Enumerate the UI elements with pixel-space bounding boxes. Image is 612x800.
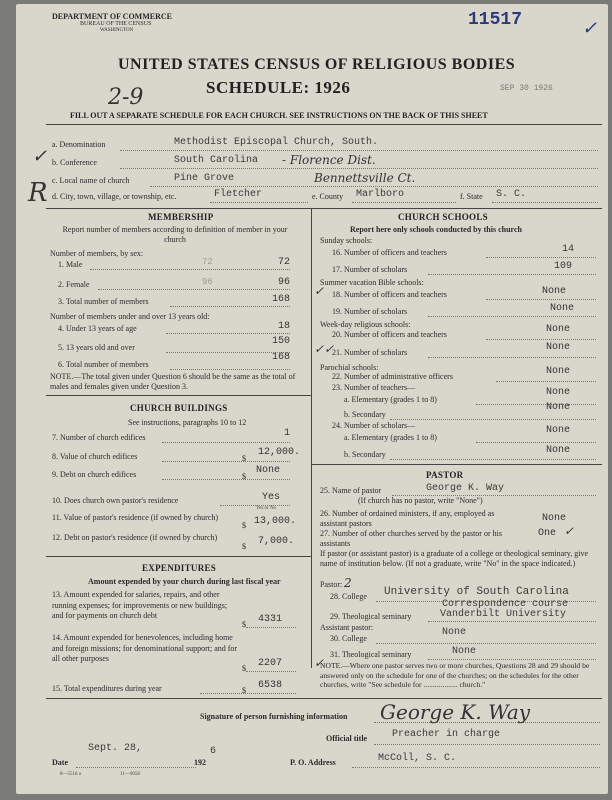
q17-line	[428, 274, 596, 275]
edifice-value-label: 8. Value of church edifices	[52, 452, 138, 461]
total-expend-dollar: $	[242, 686, 246, 695]
yes-no-hint: Yes or No	[256, 506, 277, 511]
q24a-label: a. Elementary (grades 1 to 8)	[344, 433, 437, 442]
q22-value: None	[545, 366, 570, 377]
red-r-mark: R	[28, 178, 48, 208]
state-label: f. State	[460, 192, 483, 201]
running-dollar: $	[242, 620, 246, 629]
date-label: Date	[52, 758, 68, 767]
signature-value: George K. Way	[380, 700, 531, 724]
total-members-line	[170, 306, 290, 307]
q16-value: 14	[561, 244, 574, 255]
schools-divider	[311, 464, 602, 465]
conference-line	[120, 168, 598, 169]
residence-debt-label: 12. Debt on pastor's residence (if owned by church)	[52, 533, 218, 542]
total-members-label: 3. Total number of members	[58, 297, 149, 306]
female-faint: 96	[202, 277, 213, 287]
residence-value: Yes	[261, 492, 280, 503]
benevolences-label: 14. Amount expended for benevolences, including home and foreign missions; for denominational support; and for all other purposes	[52, 633, 238, 663]
edifice-debt-dollar: $	[242, 472, 246, 481]
membership-sub: Report number of members according to definition of member in your church	[62, 225, 288, 244]
q23-label: 23. Number of teachers—	[332, 383, 416, 392]
buildings-title: CHURCH BUILDINGS	[130, 403, 228, 413]
total-members-value: 168	[271, 294, 290, 305]
po-address-label: P. O. Address	[290, 758, 336, 767]
over13-label: 5. 13 years old and over	[58, 343, 135, 352]
city-line: WASHINGTON	[100, 28, 134, 33]
assistant-sublabel: Assistant pastor:	[320, 623, 374, 632]
running-line	[246, 627, 296, 628]
signature-label: Signature of person furnishing information	[200, 712, 348, 721]
conference-label: b. Conference	[52, 158, 97, 167]
city-line	[210, 202, 308, 203]
edifice-debt-line	[162, 479, 290, 480]
official-title-label: Official title	[326, 734, 368, 743]
conference-value: South Carolina	[174, 155, 259, 166]
q18-label: 18. Number of officers and teachers	[332, 290, 447, 299]
q24a-value: None	[545, 425, 570, 436]
q30-label: 30. College	[330, 634, 367, 643]
pastor-title: PASTOR	[426, 470, 464, 480]
male-value: 72	[277, 257, 290, 268]
total-members2-label: 6. Total number of members	[58, 360, 149, 369]
q27-value: One	[537, 528, 556, 539]
male-faint: 72	[202, 257, 213, 267]
residence-line	[220, 505, 290, 506]
red-tick-21: ✓✓	[314, 342, 335, 356]
q20-value: None	[545, 324, 570, 335]
male-line	[90, 269, 290, 270]
form-number: 8—5518 a	[60, 772, 81, 777]
weekday-head: Week-day religious schools:	[320, 320, 411, 329]
q28-label: 28. College	[330, 592, 367, 601]
female-value: 96	[277, 277, 290, 288]
column-divider	[311, 208, 312, 668]
po-address-line	[352, 767, 600, 768]
state-line	[492, 202, 598, 203]
form-schedule: SCHEDULE: 1926	[206, 78, 351, 97]
schools-title: CHURCH SCHOOLS	[398, 212, 488, 222]
total-expend-label: 15. Total expenditures during year	[52, 684, 162, 693]
residence-value-value: 13,000.	[253, 516, 296, 527]
q26-value: None	[541, 513, 566, 524]
date-value: Sept. 28,	[88, 743, 143, 754]
q19-label: 19. Number of scholars	[332, 307, 408, 316]
residence-dollar: $	[242, 521, 246, 530]
q18-value: None	[541, 286, 566, 297]
pastor-name-value: George K. Way	[426, 483, 505, 494]
male-label: 1. Male	[58, 260, 83, 269]
vacation-head: Summer vacation Bible schools:	[320, 278, 424, 287]
sunday-head: Sunday schools:	[320, 236, 373, 245]
q28-value: University of South Carolina	[384, 586, 569, 598]
church-name-handwriting: Bennettsville Ct.	[314, 171, 416, 185]
q29-value: Vanderbilt University	[440, 609, 567, 620]
q23b-line	[390, 419, 596, 420]
q27-label: 27. Number of other churches served by the pastor or his assistants	[320, 529, 502, 548]
q17-label: 17. Number of scholars	[332, 265, 408, 274]
benevolences-dollar: $	[242, 664, 246, 673]
edifice-value-line	[162, 461, 290, 462]
date-line	[76, 767, 196, 768]
city-label: d. City, town, village, or township, etc.	[52, 192, 177, 201]
church-name-label: c. Local name of church	[52, 176, 130, 185]
pastor-note: NOTE.—Where one pastor serves two or more churches, Questions 28 and 29 should be answered only on the schedule for one of the churches; on the schedules for the other churches, write "See schedule for .................. church."	[320, 661, 590, 689]
residence-debt-dollar: $	[242, 542, 246, 551]
dept-line: DEPARTMENT OF COMMERCE	[52, 12, 173, 21]
q29-label: 29. Theological seminary	[330, 612, 412, 621]
buildings-divider	[46, 556, 311, 557]
denomination-line	[120, 150, 598, 151]
q21-line	[428, 357, 596, 358]
edifices-line	[162, 442, 290, 443]
county-label: e. County	[312, 192, 344, 201]
q25-note: (If church has no pastor, write "None")	[358, 496, 483, 505]
q22-label: 22. Number of administrative officers	[332, 372, 453, 381]
over13-value: 150	[271, 336, 290, 347]
running-expenses-label: 13. Amount expended for salaries, repairs, and other running expenses; for improvements or new buildings; and for payments on church debt	[52, 590, 228, 620]
running-expenses-value: 4331	[257, 614, 282, 625]
q21-label: 21. Number of scholars	[332, 348, 408, 357]
red-tick-27: ✓	[564, 524, 575, 538]
female-line	[98, 289, 290, 290]
expenditures-sub: Amount expended by your church during last fiscal year	[88, 577, 281, 586]
q19-value: None	[549, 303, 574, 314]
expenditures-title: EXPENDITURES	[142, 563, 217, 573]
print-number: 11—9058	[120, 772, 140, 777]
conference-handwriting: - Florence Dist.	[282, 153, 376, 167]
benevolences-line	[246, 671, 296, 672]
schedule-number: 11517	[468, 10, 523, 30]
footer-divider	[46, 698, 602, 699]
instruction-line: FILL OUT A SEPARATE SCHEDULE FOR EACH CHURCH. SEE INSTRUCTIONS ON THE BACK OF THIS SHEET	[70, 111, 488, 120]
header-divider	[46, 124, 602, 125]
red-mark-pastor: 2	[344, 576, 352, 590]
q24-label: 24. Number of scholars—	[332, 421, 416, 430]
q25-label: 25. Name of pastor	[320, 486, 382, 495]
edifice-dollar: $	[242, 454, 246, 463]
residence-label: 10. Does church own pastor's residence	[52, 496, 179, 505]
q30-value: None	[442, 627, 467, 638]
bureau-line: BUREAU OF THE CENSUS	[80, 21, 152, 27]
red-tick-18: ✓	[314, 284, 325, 298]
q24b-label: b. Secondary	[344, 450, 386, 459]
church-name-line	[150, 186, 598, 187]
edifice-value-value: 12,000.	[257, 447, 300, 458]
received-stamp: SEP 30 1926	[500, 84, 553, 93]
state-value: S. C.	[496, 189, 527, 200]
q17-value: 109	[553, 261, 572, 272]
city-value: Fletcher	[214, 189, 263, 200]
membership-age-head: Number of members under and over 13 years old:	[50, 312, 210, 321]
residence-debt-value: 7,000.	[257, 536, 294, 547]
membership-title: MEMBERSHIP	[148, 212, 214, 222]
official-title-line	[374, 744, 600, 745]
pastor-sublabel: Pastor:	[320, 580, 343, 589]
total-members2-value: 168	[271, 352, 290, 363]
section-top-rule	[46, 208, 602, 209]
parochial-head: Parochial schools:	[320, 363, 379, 372]
q30-line	[376, 643, 596, 644]
po-address-value: McColl, S. C.	[378, 753, 457, 764]
benevolences-value: 2207	[257, 658, 282, 669]
total-expend-line	[200, 693, 296, 694]
q29-line	[428, 621, 596, 622]
membership-divider	[46, 395, 311, 396]
residence-value-label: 11. Value of pastor's residence (if owned by church)	[52, 513, 219, 522]
edifice-debt-label: 9. Debt on church edifices	[52, 470, 137, 479]
county-value: Marlboro	[356, 189, 405, 200]
form-title: UNITED STATES CENSUS OF RELIGIOUS BODIES	[118, 56, 516, 73]
year-prefix: 192	[194, 758, 206, 767]
edifices-label: 7. Number of church edifices	[52, 433, 146, 442]
membership-sex-head: Number of members, by sex:	[50, 249, 144, 258]
q29-extra: Correspondence course	[442, 599, 569, 610]
red-tick-note: ✓	[314, 656, 325, 670]
q31-line	[428, 659, 596, 660]
q26-label: 26. Number of ordained ministers, if any, employed as assistant pastors	[320, 509, 495, 528]
schools-sub: Report here only schools conducted by this church	[350, 225, 522, 234]
q23b-value: None	[545, 402, 570, 413]
total-expend-value: 6538	[257, 680, 282, 691]
edifices-value: 1	[283, 428, 290, 439]
buildings-sub: See instructions, paragraphs 10 to 12	[128, 418, 247, 427]
q31-label: 31. Theological seminary	[330, 650, 412, 659]
q24a-line	[476, 442, 596, 443]
under13-value: 18	[277, 321, 290, 332]
red-check-mark: ✓	[32, 146, 48, 167]
year-suffix: 6	[210, 746, 217, 757]
q23b-label: b. Secondary	[344, 410, 386, 419]
church-name-value: Pine Grove	[174, 173, 235, 184]
q24b-value: None	[545, 445, 570, 456]
denomination-label: a. Denomination	[52, 140, 106, 149]
q24b-line	[390, 459, 596, 460]
q18-line	[486, 299, 596, 300]
graduate-note: If pastor (or assistant pastor) is a graduate of a college or theological seminary, give name of institution below. (If not a graduate, write "No" in the space indicated.)	[320, 549, 589, 568]
q23a-label: a. Elementary (grades 1 to 8)	[344, 395, 437, 404]
q23a-value: None	[545, 387, 570, 398]
under13-line	[166, 333, 290, 334]
q19-line	[428, 316, 596, 317]
q22-line	[496, 381, 596, 382]
total-members2-line	[170, 369, 290, 370]
q20-label: 20. Number of officers and teachers	[332, 330, 447, 339]
q16-label: 16. Number of officers and teachers	[332, 248, 447, 257]
denomination-value: Methodist Episcopal Church, South.	[174, 137, 379, 148]
q21-value: None	[545, 342, 570, 353]
membership-note: NOTE.—The total given under Question 6 should be the same as the total of males and females given under Question 3.	[50, 372, 296, 391]
edifice-debt-value: None	[255, 465, 280, 476]
under13-label: 4. Under 13 years of age	[58, 324, 137, 333]
q16-line	[486, 257, 596, 258]
q31-value: None	[452, 646, 477, 657]
q20-line	[486, 339, 596, 340]
official-title-value: Preacher in charge	[392, 729, 501, 740]
county-line	[352, 202, 456, 203]
check-mark: ✓	[582, 18, 598, 39]
red-annotation: 2-9	[108, 85, 144, 110]
female-label: 2. Female	[58, 280, 90, 289]
